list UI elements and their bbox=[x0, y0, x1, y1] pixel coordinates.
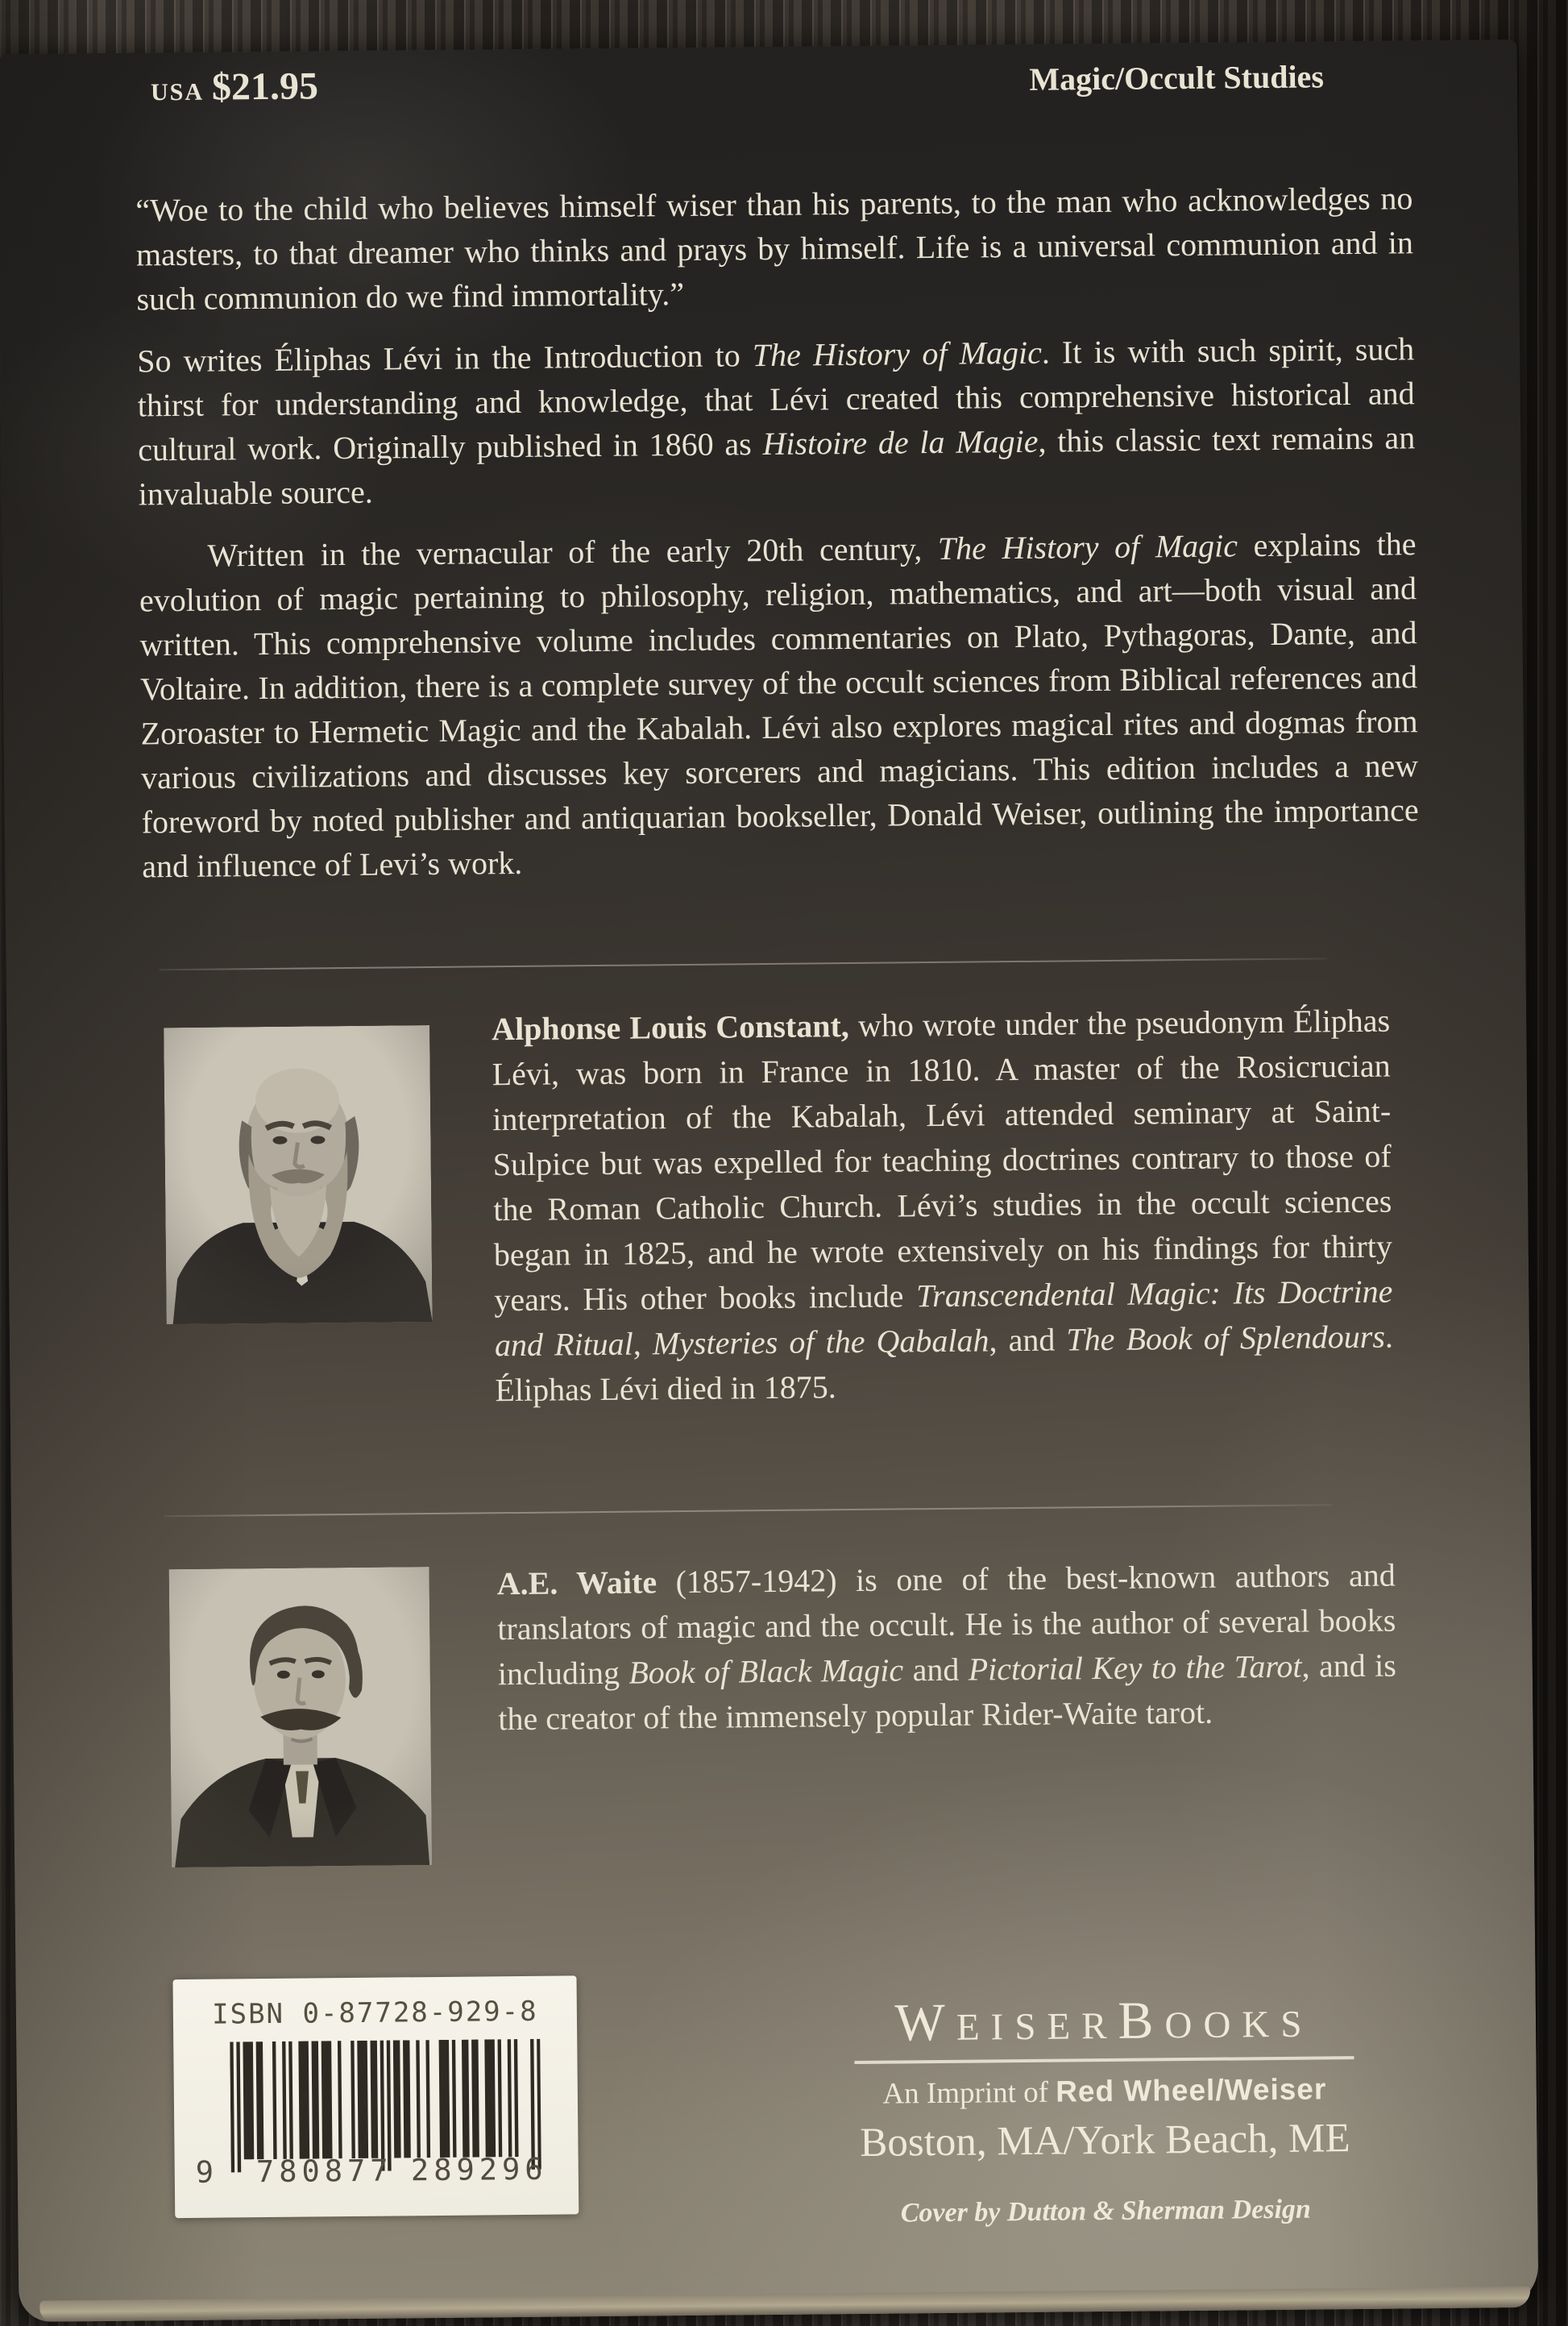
publisher-locations: Boston, MA/York Beach, ME bbox=[860, 2116, 1350, 2166]
price bbox=[151, 64, 319, 110]
isbn-number: ISBN 0-87728-929-8 bbox=[211, 1995, 538, 2031]
quote-paragraph: “Woe to the child who believes himself wiser than his parents, to the man who acknowledges no masters, to that dreamer who thinks and prays by himself. Life is a universal communion and in such communion do we find immortality.” bbox=[135, 180, 1414, 318]
category-label: Magic/Occult Studies bbox=[1029, 58, 1325, 98]
publisher-name: WEISERBOOKS bbox=[894, 1991, 1313, 2053]
barcode-digits-right: 289296 bbox=[410, 2151, 548, 2188]
publisher-initial-b: B bbox=[1118, 1991, 1165, 2050]
intro-paragraph: So writes Éliphas Lévi in the Introduction to The History of Magic. It is with such spirit, such thirst for understanding and knowledge, that Lévi created this comprehensive historical and cultural work. Originally published in 1860 as Histoire de la Magie, this classic text remains an invaluable source. bbox=[136, 330, 1416, 513]
publisher-block bbox=[846, 1988, 1364, 2229]
publisher-initial-w: W bbox=[894, 1992, 957, 2053]
overview-paragraph: Written in the vernacular of the early 20th century, The History of Magic explains the evolution of magic pertaining to philosophy, religion, mathematics, and art—both visual and written. This comprehensive volume includes commentaries on Plato, Pythagoras, Dante, and Voltaire. In addition, there is a complete survey of the occult sciences from Biblical references and Zoroaster to Hermetic Magic and the Kabalah. Lévi also explores magical rites and dogmas from various civilizations and discusses key sorcerers and magicians. This edition includes a new foreword by noted publisher and antiquarian bookseller, Donald Weiser, outlining the importance and influence of Levi’s work. bbox=[139, 525, 1419, 885]
levi-portrait bbox=[164, 1025, 433, 1324]
section-divider bbox=[164, 1504, 1333, 1517]
imprint-line bbox=[847, 2072, 1363, 2112]
price-region: USA bbox=[150, 78, 205, 106]
price-amount: $21.95 bbox=[211, 64, 319, 109]
barcode-digit-lead: 9 bbox=[195, 2154, 214, 2190]
waite-portrait bbox=[169, 1567, 433, 1867]
back-cover-copy bbox=[135, 176, 1419, 906]
barcode-digits-left: 780877 bbox=[255, 2153, 393, 2190]
constant-bio: Alphonse Louis Constant, who wrote under the pseudonym Éliphas Lévi, was born in France in 1810. A master of the Rosicrucian interpretation of the Kabalah, Lévi attended seminary at Saint-Sulpice but was expelled for teaching doctrines contrary to those of the Roman Catholic Church. Lévi’s studies in the occult sciences began in 1825, and he wrote extensively on his findings for thirty years. His other books include Transcendental Magic: Its Doctrine and Ritual, Mysteries of the Qabalah, and The Book of Splendours. Éliphas Lévi died in 1875. bbox=[491, 1002, 1394, 1409]
barcode-digits bbox=[175, 2151, 579, 2191]
waite-bio: A.E. Waite (1857-1942) is one of the best-known authors and translators of magic and the occult. He is the author of several books including Book of Black Magic and Pictorial Key to the Tarot, and is the creator of the immensely popular Rider-Waite tarot. bbox=[496, 1556, 1397, 1738]
book-back-cover bbox=[0, 39, 1538, 2322]
cover-design-credit: Cover by Dutton & Sherman Design bbox=[900, 2194, 1312, 2228]
section-divider bbox=[159, 957, 1327, 970]
barcode-label bbox=[172, 1975, 579, 2218]
imprint-name: Red Wheel/Weiser bbox=[1056, 2072, 1327, 2108]
imprint-prefix: An Imprint of bbox=[882, 2075, 1049, 2111]
publisher-rule bbox=[854, 2056, 1354, 2064]
